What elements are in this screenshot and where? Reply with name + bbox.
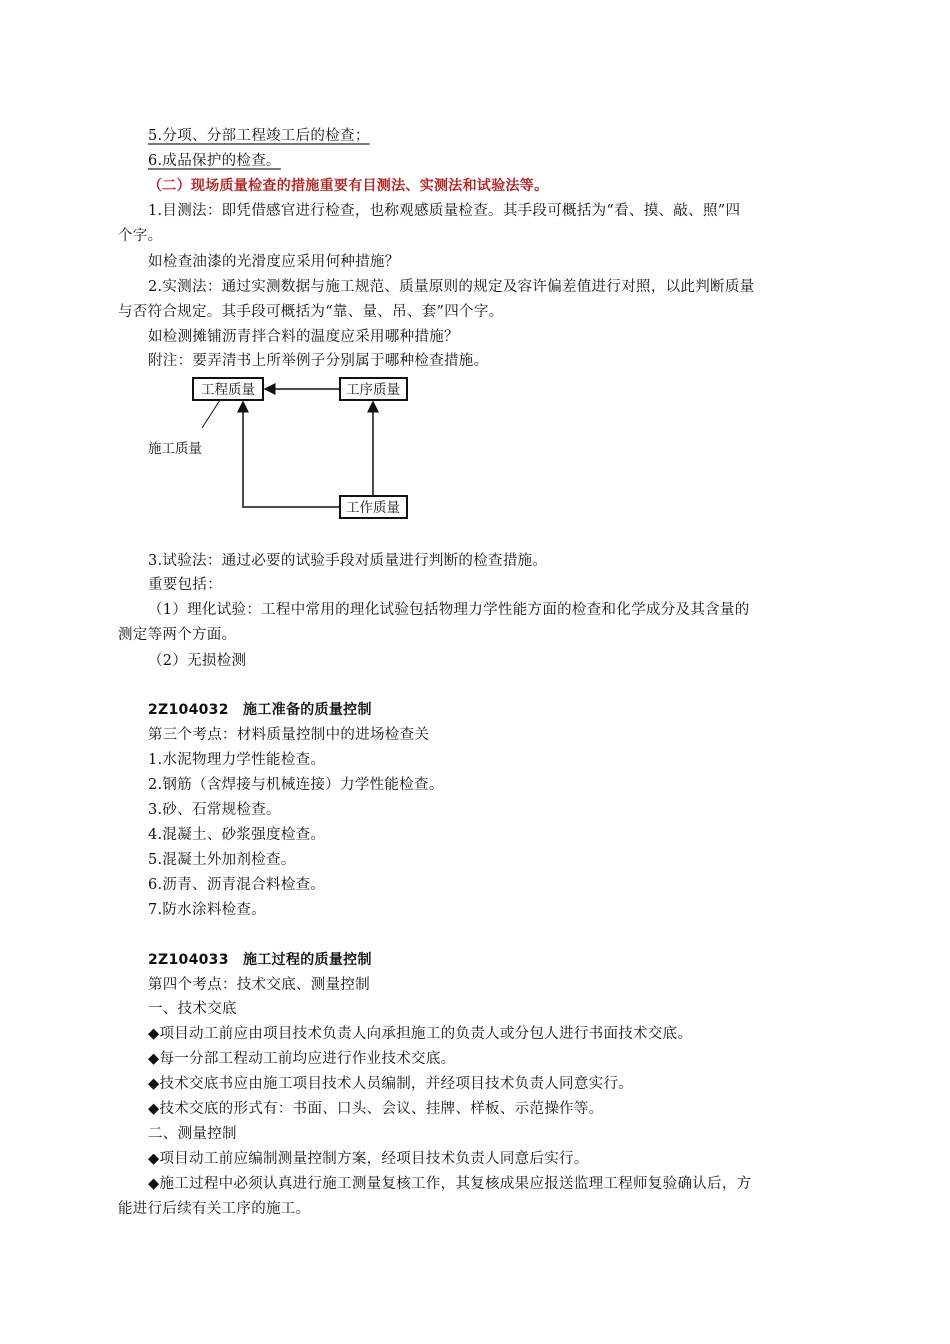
bullet-item: ◆技术交底的形式有：书面、口头、会议、挂牌、样板、示范操作等。 [148,1101,604,1117]
arrow-work-to-engineering [243,402,340,507]
list-item: 1.水泥物理力学性能检查。 [148,752,326,768]
bullet-item: ◆项目动工前应编制测量控制方案，经项目技术负责人同意后实行。 [148,1151,589,1167]
section-subheading: （二）现场质量检查的措施重要有目测法、实测法和试验法等。 [148,178,549,194]
text-line: 1.目测法：即凭借感官进行检查，也称观感质量检查。其手段可概括为“看、摸、敲、照”四 [148,203,741,219]
text-line: 一、技术交底 [148,1001,237,1017]
text-line: 重要包括： [148,577,222,593]
section-heading: 2Z104032 施工准备的质量控制 [148,702,372,718]
section-heading: 2Z104033 施工过程的质量控制 [148,952,372,968]
bullet-item: ◆每一分部工程动工前均应进行作业技术交底。 [148,1051,456,1067]
callout-line [202,400,220,428]
quality-flow-diagram [140,370,420,530]
text-line: 测定等两个方面。 [118,627,237,643]
bullet-item: ◆施工过程中必须认真进行施工测量复核工作，其复核成果应报送监理工程师复验确认后，方 [148,1176,752,1192]
text-line: 3.试验法：通过必要的试验手段对质量进行判断的检查措施。 [148,553,548,569]
text-line: 2.实测法：通过实测数据与施工规范、质量原则的规定及容许偏差值进行对照，以此判断质量 [148,279,755,295]
box-work-label: 工作质量 [346,500,400,516]
bullet-item: ◆项目动工前应由项目技术负责人向承担施工的负责人或分包人进行书面技术交底。 [148,1026,693,1042]
text-line: 二、测量控制 [148,1126,237,1142]
list-item: 7.防水涂料检查。 [148,902,267,918]
text-line: （1）理化试验：工程中常用的理化试验包括物理力学性能方面的检查和化学成分及其含量的 [148,602,750,618]
text-line: 第四个考点：技术交底、测量控制 [148,977,370,993]
text-line: 如检查油漆的光滑度应采用何种措施？ [148,254,400,270]
list-item: 3.砂、石常规检查。 [148,802,281,818]
list-item: 6.沥青、沥青混合料检查。 [148,877,326,893]
text-line: 如检测摊铺沥青拌合料的温度应采用哪种措施？ [148,329,459,345]
text-line: 与否符合规定。其手段可概括为“靠、量、吊、套”四个字。 [118,304,504,320]
list-item: 2.钢筋（含焊接与机械连接）力学性能检查。 [148,777,444,793]
bullet-item: ◆技术交底书应由施工项目技术人员编制，并经项目技术负责人同意实行。 [148,1076,634,1092]
text-line: 5.分项、分部工程竣工后的检查； [148,128,370,144]
text-line: 个字。 [118,228,163,244]
box-engineering-label: 工程质量 [201,382,255,398]
construction-quality-label: 施工质量 [148,441,202,457]
text-line: 6.成品保护的检查。 [148,153,281,169]
list-item: 4.混凝土、砂浆强度检查。 [148,827,326,843]
box-process-label: 工序质量 [346,382,400,398]
text-line: 附注：要弄清书上所举例子分别属于哪种检查措施。 [148,353,489,369]
text-line: （2）无损检测 [148,653,247,669]
text-line: 能进行后续有关工序的施工。 [118,1201,311,1217]
list-item: 5.混凝土外加剂检查。 [148,852,296,868]
text-line: 第三个考点：材料质量控制中的进场检查关 [148,727,430,743]
